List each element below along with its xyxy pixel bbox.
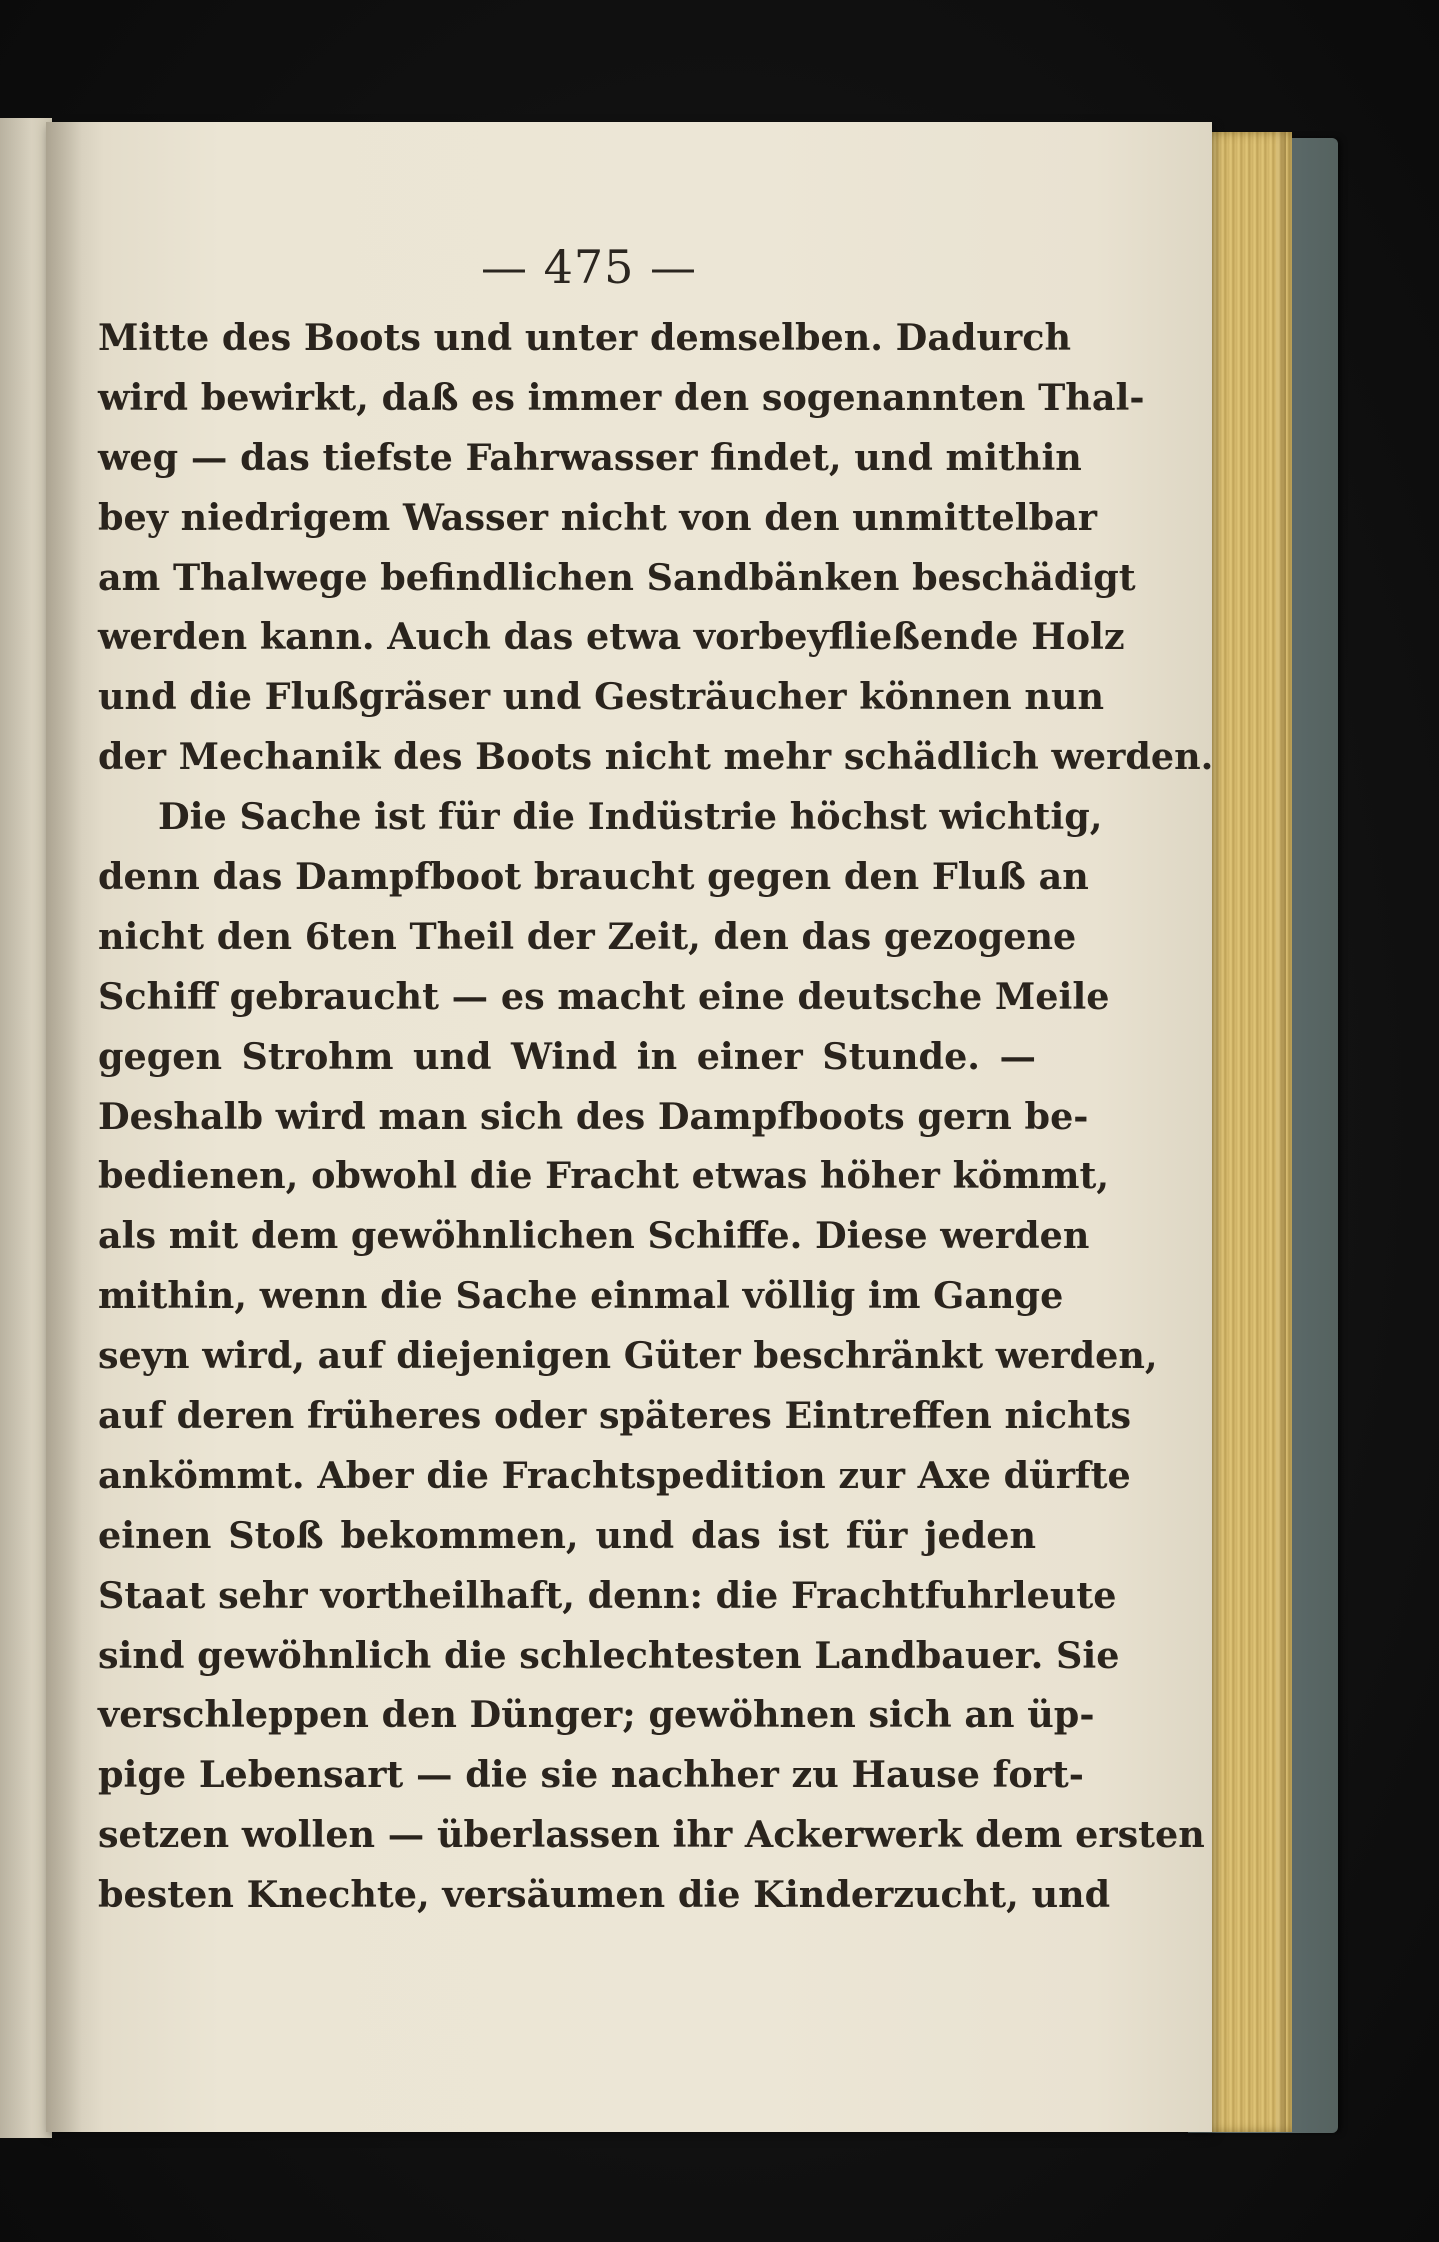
text-line: und die Flußgräser und Gesträucher können nun bbox=[98, 675, 1105, 719]
text-line: gegen Strohm und Wind in einer Stunde. — bbox=[98, 1034, 1036, 1078]
text-line: verschleppen den Dünger; gewöhnen sich an üp- bbox=[98, 1693, 1095, 1737]
page-text bbox=[98, 308, 1214, 1925]
text-line: der Mechanik des Boots nicht mehr schädlich werden. bbox=[98, 735, 1214, 779]
text-line: bey niedrigem Wasser nicht von den unmittelbar bbox=[98, 495, 1097, 539]
text-line: setzen wollen — überlassen ihr Ackerwerk dem ersten bbox=[98, 1813, 1205, 1857]
text-line: auf deren früheres oder späteres Eintreffen nichts bbox=[98, 1394, 1132, 1438]
text-line: einen Stoß bekommen, und das ist für jeden bbox=[98, 1513, 1036, 1557]
book-page bbox=[46, 122, 1212, 2132]
text-line: wird bewirkt, daß es immer den sogenannten Thal- bbox=[98, 375, 1145, 419]
text-line: mithin, wenn die Sache einmal völlig im Gange bbox=[98, 1274, 1064, 1318]
text-line: weg — das tiefste Fahrwasser findet, und mithin bbox=[98, 435, 1082, 479]
text-line: pige Lebensart — die sie nachher zu Hause fort- bbox=[98, 1753, 1084, 1797]
text-line: denn das Dampfboot braucht gegen den Fluß an bbox=[98, 855, 1089, 899]
text-line: Mitte des Boots und unter demselben. Dadurch bbox=[98, 316, 1072, 359]
text-line: nicht den 6ten Theil der Zeit, den das gezogene bbox=[98, 914, 1077, 958]
text-line: besten Knechte, versäumen die Kinderzucht, und bbox=[98, 1873, 1111, 1917]
text-line: als mit dem gewöhnlichen Schiffe. Diese werden bbox=[98, 1214, 1090, 1258]
text-line: seyn wird, auf diejenigen Güter beschränkt werden, bbox=[98, 1334, 1158, 1378]
text-line: ankömmt. Aber die Frachtspedition zur Axe dürfte bbox=[98, 1453, 1131, 1497]
text-line: am Thalwege befindlichen Sandbänken beschädigt bbox=[98, 555, 1136, 599]
text-line: Deshalb wird man sich des Dampfboots gern be- bbox=[98, 1094, 1089, 1138]
text-line: Staat sehr vortheilhaft, denn: die Frachtfuhrleute bbox=[98, 1573, 1117, 1617]
text-line: Die Sache ist für die Indüstrie höchst wichtig, bbox=[158, 795, 1103, 839]
page-number: — 475 — bbox=[480, 240, 698, 294]
text-line: sind gewöhnlich die schlechtesten Landbauer. Sie bbox=[98, 1633, 1120, 1677]
text-line: werden kann. Auch das etwa vorbeyfließende Holz bbox=[98, 615, 1125, 659]
text-line: Schiff gebraucht — es macht eine deutsche Meile bbox=[98, 974, 1110, 1018]
text-line: bedienen, obwohl die Fracht etwas höher kömmt, bbox=[98, 1154, 1110, 1198]
left-page-edge bbox=[0, 118, 52, 2138]
